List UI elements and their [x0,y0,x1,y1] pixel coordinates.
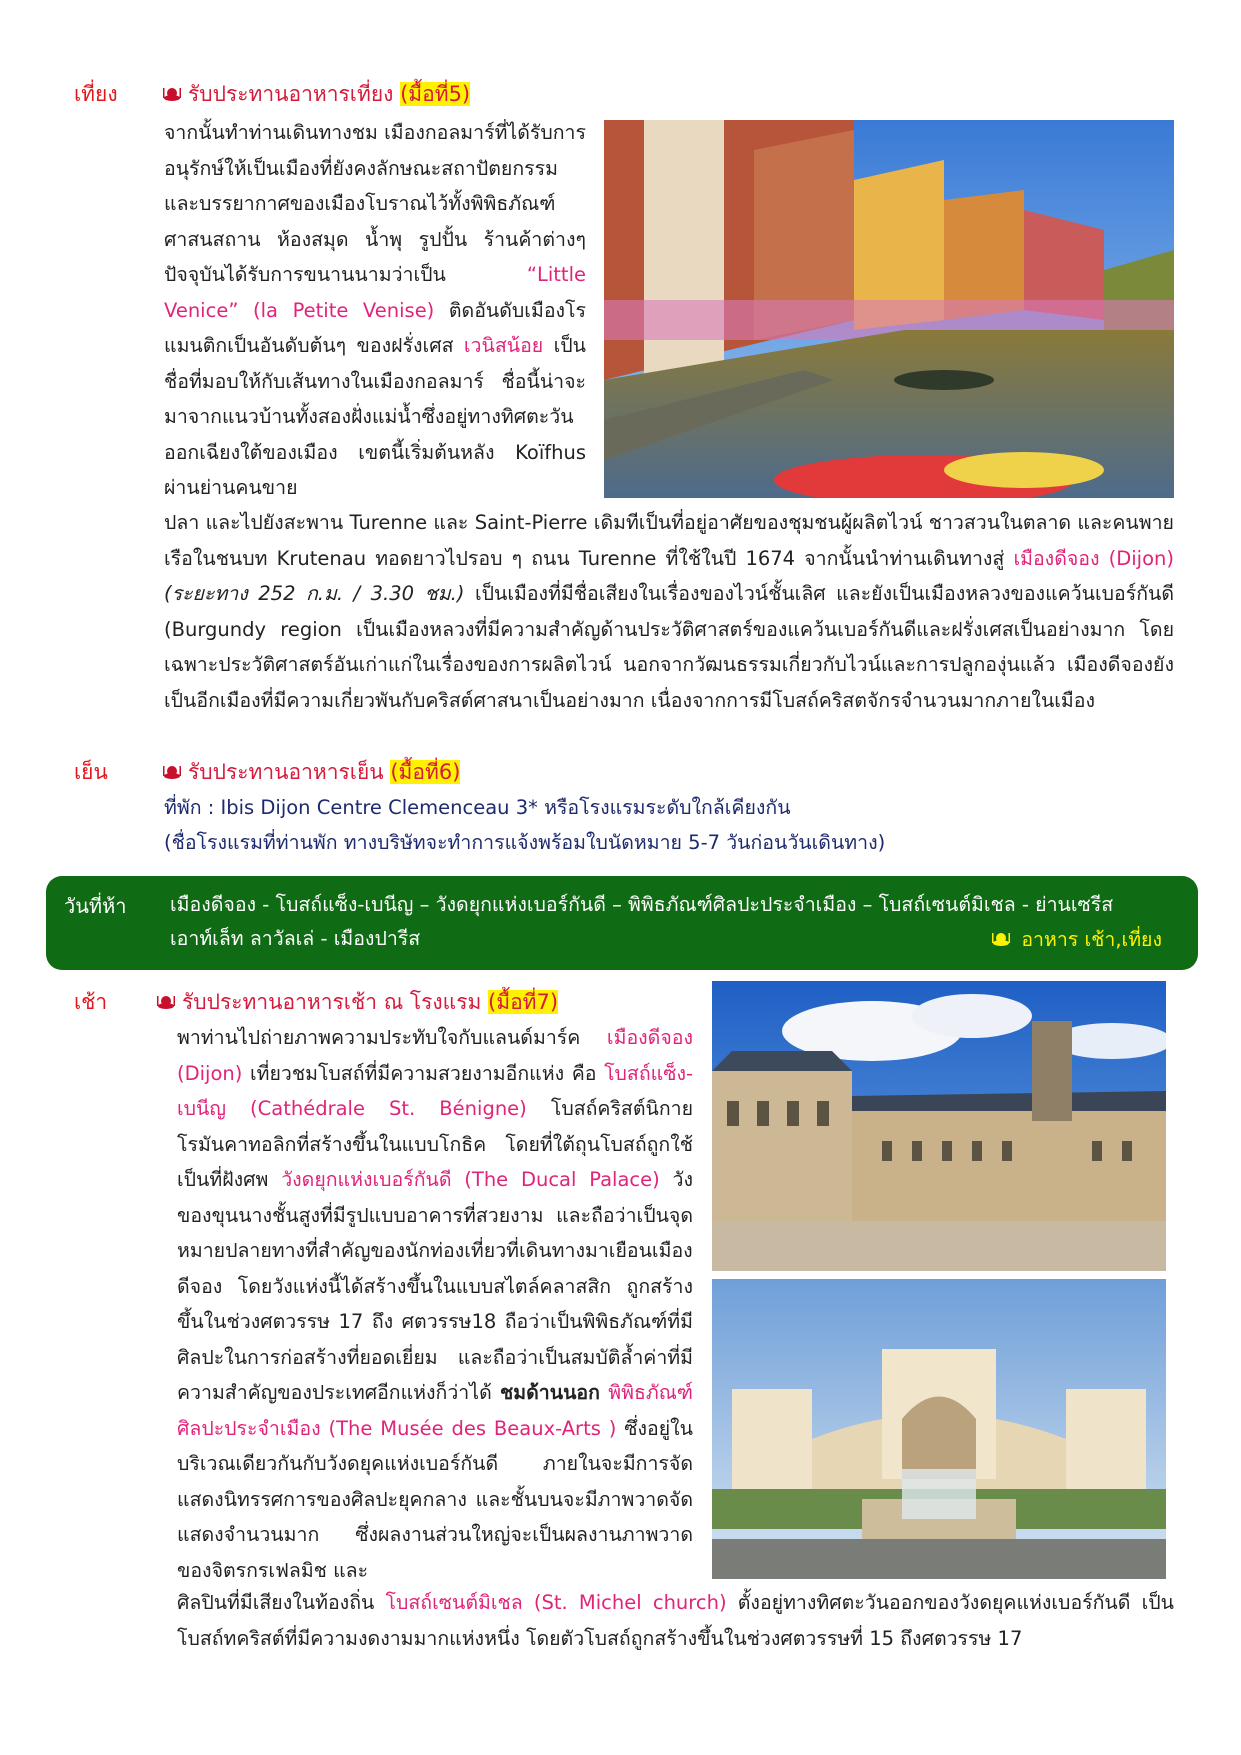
colmar-description-wrap [164,115,586,506]
tour-text-1: พาท่านไปถ่ายภาพความประทับใจกับแลนด์มาร์ค [177,1026,607,1049]
outside-view-label: ชมด้านนอก [500,1381,600,1404]
tour-text-7: ตั้งอยู่ทางทิศตะวันออกของวังดยุคแห่งเบอร์กันดี เป็นโบสถ์ทคริสต์ที่มีความงดงามมากแห่งหนึ่ง โดยตัวโบสถ์ถูกสร้างขึ้นในช่วงศตวรรษที่ 15 ถึงศตวรรษ 17 [177,1591,1174,1650]
lunch-time-label: เที่ยง [74,82,118,106]
tour-text-5: ซึ่งอยู่ในบริเวณเดียวกันกับวังดยุคแห่งเบอร์กันดี ภายในจะมีการจัดแสดงนิทรรศการของศิลปะยุคกลาง และชั้นบนจะมีภาพวาดจัดแสดงจำนวนมาก ซึ่งผลงานส่วนใหญ่จะเป็นผลงานภาพวาดของจิตรกรเฟลมิช และ [177,1416,693,1582]
ducal-palace-photo [712,981,1166,1271]
dinner-meal-line [162,756,460,789]
colmar-text-4: ปลา และไปยังสะพาน Turenne และ Saint-Pierre เดิมทีเป็นที่อยู่อาศัยของชุมชนผู้ผลิตไวน์ ชาวสวนในตลาด และคนพายเรือในชนบท Krutenau ทอดยาวไปรอบ ๆ ถนน Turenne ที่ใช้ในปี 1674 จากนั้นนำท่านเดินทางสู่ [164,511,1174,570]
lunch-meal-line [162,78,470,111]
breakfast-meal-line [156,986,558,1019]
tour-text-2: เที่ยวชมโบสถ์ที่มีความสวยงามอีกแห่ง คือ [242,1061,605,1085]
tour-text-3: โบสถ์คริสต์นิกายโรมันคาทอลิกที่สร้างขึ้นในแบบโกธิค โดยที่ใต้ถุนโบสถ์ถูกใช้เป็นที่ฝังศพ [177,1097,694,1191]
breakfast-time-label: เช้า [74,990,108,1014]
hotel-name: ที่พัก : Ibis Dijon Centre Clemenceau 3* หรือโรงแรมระดับใกล้เคียงกัน [164,796,791,819]
day-label: วันที่ห้า [64,894,127,918]
distance-text: (ระยะทาง 252 ก.ม. / 3.30 ชม.) [164,582,465,605]
route-line-1: เมืองดีจอง - โบสถ์แซ็ง-เบนีญ – วังดยุกแห่งเบอร์กันดี – พิพิธภัณฑ์ศิลปะประจำเมือง – โบสถ์เซนต์มิเชล - ย่านเซรีส [170,893,1114,916]
lunch-meal-text: รับประทานอาหารเที่ยง [188,82,394,106]
breakfast-meal-number: (มื้อที่7) [488,990,559,1014]
route-line-2: เอาท์เล็ท ลาวัลเล่ - เมืองปารีส [170,927,421,950]
colmar-dijon-paragraph [164,505,1174,718]
dish-icon [991,929,1011,949]
dijon-link: เมืองดีจอง (Dijon) [1013,546,1174,570]
venice-small-link: เวนิสน้อย [463,334,544,357]
tour-text-4: วังของขุนนางชั้นสูงที่มีรูปแบบอาคารที่สวยงาม และถือว่าเป็นจุดหมายปลายทางที่สำคัญของนักท่องเที่ยวที่เดินทางมาเยือนเมืองดีจอง โดยวังแห่งนี้ได้สร้างขึ้นในแบบสไตล์คลาสสิก ถูกสร้างขึ้นในช่วงศตวรรษ 17 ถึง ศตวรรษ18 ถือว่าเป็นพิพิธภัณฑ์ที่มีศิลปะในการก่อสร้างที่ยอดเยี่ยม และถือว่าเป็นสมบัติล้ำค่าที่มีความสำคัญของประเทศอีกแห่งก็ว่าได้ [177,1168,693,1404]
colmar-text-2: ติดอันดับเมืองโรแมนติกเป็นอันดับต้นๆ ของฝรั่งเศส [164,298,586,357]
dish-icon [156,992,176,1012]
lunch-meal-number: (มื้อที่5) [400,82,471,106]
little-venice-link: “Little Venice” (la Petite Venise) [164,263,586,322]
hotel-note: (ชื่อโรงแรมที่ท่านพัก ทางบริษัทจะทำการแจ้งพร้อมใบนัดหมาย 5-7 วันก่อนวันเดินทาง) [164,831,886,854]
dinner-meal-number: (มื้อที่6) [390,760,461,784]
palace-link: วังดยุกแห่งเบอร์กันดี (The Ducal Palace) [281,1168,660,1191]
dijon-description: เป็นเมืองที่มีชื่อเสียงในเรื่องของไวน์ชั้นเลิศ และยังเป็นเมืองหลวงของแคว้นเบอร์กันดี (Burgundy region เป็นเมืองหลวงที่มีความสำคัญด้านประวัติศาสตร์ของแคว้นเบอร์กันดีและฝรั่งเศสเป็นอย่างมาก โดยเฉพาะประวัติศาสตร์อันเก่าแก่ในเรื่องของการผลิตไวน์ นอกจากวัฒนธรรมเกี่ยวกับไวน์และการปลูกองุ่นแล้ว เมืองดีจองยังเป็นอีกเมืองที่มีความเกี่ยวพันกับคริสต์ศาสนาเป็นอย่างมาก เนื่องจากการมีโบสถ์คริสตจักรจำนวนมากภายในเมือง [164,582,1174,712]
colmar-text-3: เป็นชื่อที่มอบให้กับเส้นทางในเมืองกอลมาร์ ชื่อนี้น่าจะมาจากแนวบ้านทั้งสองฝั่งแม่น้ำซึ่งอยู่ทางทิศตะวันออกเฉียงใต้ของเมือง เขตนี้เริ่มต้นหลัง Koïfhus ผ่านย่านคนขาย [164,334,586,499]
museum-palace-photo [712,1279,1166,1579]
day-meals [991,924,1162,955]
colmar-text-1: จากนั้นทำท่านเดินทางชม เมืองกอลมาร์ที่ได้รับการอนุรักษ์ให้เป็นเมืองที่ยังคงลักษณะสถาปัตยกรรมและบรรยากาศของเมืองโบราณไว้ทั้งพิพิธภัณฑ์ ศาสนสถาน ห้องสมุด น้ำพุ รูปปั้น ร้านค้าต่างๆ ปัจจุบันได้รับการขนานนามว่าเป็น [164,121,586,286]
dinner-meal-text: รับประทานอาหารเย็น [188,760,384,784]
dish-icon [162,84,182,104]
michel-link: โบสถ์เซนต์มิเชล (St. Michel church) [385,1591,727,1614]
day-meals-text: อาหาร เช้า,เที่ยง [1021,928,1162,951]
dish-icon [162,762,182,782]
museum-link: พิพิธภัณฑ์ศิลปะประจำเมือง (The Musée des Beaux-Arts ) [177,1381,693,1440]
dinner-time-label: เย็น [74,760,108,784]
tour-text-6: ศิลปินที่มีเสียงในท้องถิ่น [177,1591,386,1614]
day-five-banner [46,876,1198,970]
michel-paragraph [177,1585,1174,1656]
dijon-tour-wrap [177,1020,693,1588]
colmar-little-venice-photo [604,120,1174,498]
dijon-link-2: เมืองดีจอง (Dijon) [177,1026,693,1085]
cathedral-link: โบสถ์แซ็ง-เบนีญ (Cathédrale St. Bénigne) [177,1061,693,1120]
breakfast-meal-text: รับประทานอาหารเช้า ณ โรงแรม [182,990,482,1014]
